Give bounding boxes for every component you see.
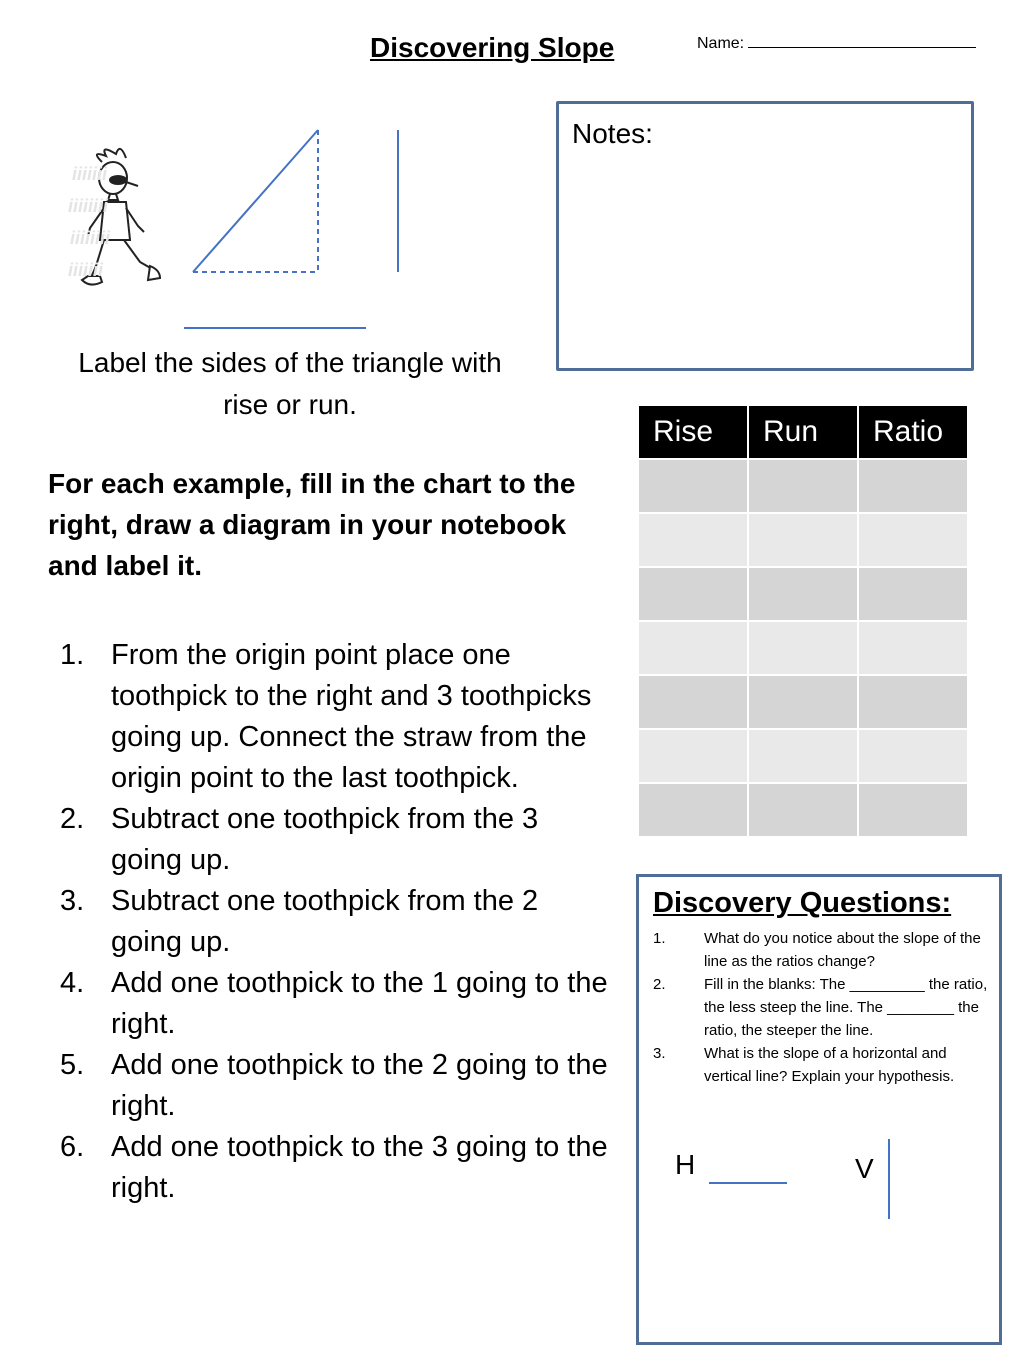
step-text: From the origin point place one toothpick to the right and 3 toothpicks going up. Connect the straw from the origin point to the last toothpick. [111,639,592,794]
question-text: What do you notice about the slope of the line as the ratios change? [704,930,981,970]
step-number: 4. [60,967,85,999]
run-cell[interactable] [749,784,857,836]
table-row [639,622,967,674]
step-text: Subtract one toothpick from the 2 going up. [111,885,539,958]
vertical-label: V [855,1153,874,1184]
rise-cell[interactable] [639,622,747,674]
list-item [48,635,608,799]
run-cell[interactable] [749,622,857,674]
ratio-cell[interactable] [859,514,967,566]
ratio-cell[interactable] [859,784,967,836]
steps-list [48,635,608,1209]
slope-triangle-figure [60,120,420,340]
run-cell[interactable] [749,568,857,620]
step-text: Add one toothpick to the 1 going to the right. [111,967,608,1040]
list-item [48,799,608,881]
ratio-cell[interactable] [859,622,967,674]
page-title: Discovering Slope [370,32,615,63]
rise-cell[interactable] [639,676,747,728]
ratio-cell[interactable] [859,676,967,728]
rise-cell[interactable] [639,730,747,782]
list-item [48,963,608,1045]
rise-cell[interactable] [639,784,747,836]
question-text: What is the slope of a horizontal and vertical line? Explain your hypothesis. [704,1045,955,1085]
ratio-header: Ratio [859,406,967,458]
table-header-row [639,406,967,458]
instructions-text: For each example, fill in the chart to the right, draw a diagram in your notebook and label it. [48,468,576,581]
table-row [639,676,967,728]
run-header: Run [749,406,857,458]
ratio-cell[interactable] [859,730,967,782]
rise-header: Rise [639,406,747,458]
ratio-cell[interactable] [859,568,967,620]
label-caption: Label the sides of the triangle with rise or run. [78,347,502,420]
list-item [48,1127,608,1209]
step-number: 5. [60,1049,85,1081]
hypotenuse-line [193,130,318,272]
rise-cell[interactable] [639,460,747,512]
step-text: Add one toothpick to the 2 going to the right. [111,1049,608,1122]
step-number: 3. [60,885,85,917]
discovery-questions-list [651,927,991,1088]
list-item [48,881,608,963]
horizontal-label: H [675,1149,696,1180]
rise-run-ratio-table [637,404,969,838]
name-blank-line[interactable] [748,33,976,48]
svg-text:iiiiiiii: iiiiiiii [68,196,109,216]
run-cell[interactable] [749,730,857,782]
notes-box[interactable] [556,101,974,371]
vertical-answer-line[interactable] [888,1139,890,1219]
list-item [651,1042,991,1088]
table-row [639,460,967,512]
table-row [639,730,967,782]
svg-text:iiiiiii: iiiiiii [68,260,104,280]
list-item [48,1045,608,1127]
svg-text:iiiiiiii: iiiiiiii [70,228,111,248]
table-row [639,514,967,566]
step-number: 1. [60,639,85,671]
step-number: 2. [60,803,85,835]
discovery-questions-box [636,874,1002,1345]
question-text: Fill in the blanks: The _________ the ratio, the less steep the line. The ________ the ratio, the steeper the line. [704,976,988,1039]
step-text: Add one toothpick to the 3 going to the right. [111,1131,608,1204]
run-cell[interactable] [749,676,857,728]
name-label: Name: [697,35,745,52]
run-cell[interactable] [749,460,857,512]
table-row [639,784,967,836]
question-number: 3. [653,1045,666,1062]
horizontal-answer-line[interactable] [709,1182,787,1184]
step-text: Subtract one toothpick from the 3 going up. [111,803,539,876]
rise-cell[interactable] [639,568,747,620]
question-number: 1. [653,930,666,947]
notes-title: Notes: [572,118,653,149]
discovery-questions-title: Discovery Questions: [653,887,952,919]
ratio-cell[interactable] [859,460,967,512]
step-number: 6. [60,1131,85,1163]
list-item [651,927,991,973]
list-item [651,973,991,1042]
rise-cell[interactable] [639,514,747,566]
name-field[interactable] [697,33,976,53]
run-cell[interactable] [749,514,857,566]
table-row [639,568,967,620]
svg-text:iiiiiii: iiiiiii [72,164,108,184]
question-number: 2. [653,976,666,993]
